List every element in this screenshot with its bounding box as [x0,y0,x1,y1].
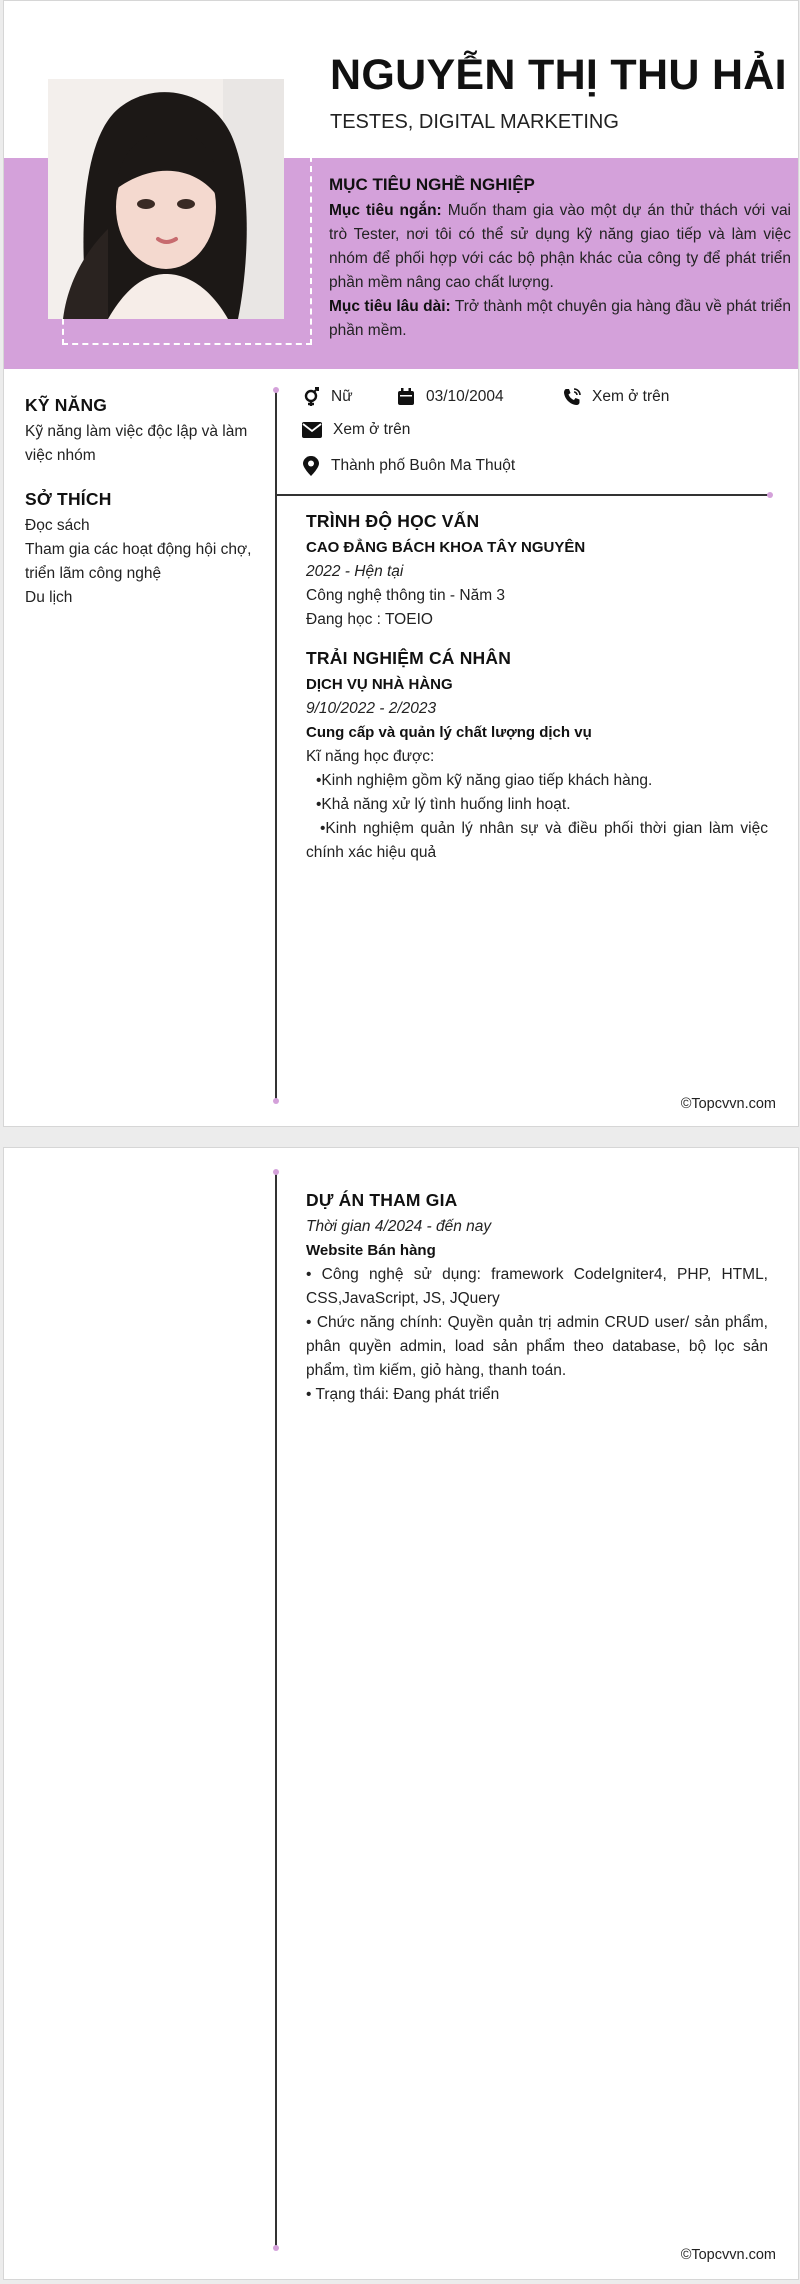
footer-brand: ©Topcvvn.com [680,1096,776,1112]
job-title: TESTES, DIGITAL MARKETING [330,111,619,133]
objective-short-label: Mục tiêu ngắn: [329,202,442,219]
objective-title: MỤC TIÊU NGHỀ NGHIỆP [329,175,535,194]
timeline-dot-bottom [273,1098,279,1104]
timeline-dot-bottom [273,2245,279,2251]
experience-title: TRẢI NGHIỆM CÁ NHÂN [306,648,512,668]
hobby-item: Du lịch [25,589,73,606]
right-column [306,509,768,879]
projects-title: DỰ ÁN THAM GIA [306,1190,458,1210]
cv-page-2 [3,1147,799,2280]
project-line: • Công nghệ sử dụng: framework CodeIgniter4, PHP, HTML, CSS,JavaScript, JS, JQuery [306,1266,768,1307]
project-name: Website Bán hàng [306,1242,436,1259]
experience-company: DỊCH VỤ NHÀ HÀNG [306,676,453,693]
timeline-dot-top [273,1169,279,1175]
project-period: Thời gian 4/2024 - đến nay [306,1218,492,1235]
experience-role: Cung cấp và quản lý chất lượng dịch vụ [306,724,592,741]
phone-value: Xem ở trên [592,388,670,405]
contact-birthday [396,387,504,407]
birthday-value: 03/10/2004 [426,388,504,405]
objective-long-text: Trở thành một chuyên gia hàng đầu về phát triển phần mềm. [329,298,791,339]
contact-gender [301,387,353,407]
phone-icon [562,387,582,407]
profile-photo [48,79,284,319]
objective-section [329,173,791,343]
gender-icon [301,387,321,407]
experience-point: •Kinh nghiệm gồm kỹ năng giao tiếp khách hàng. [316,772,653,789]
objective-short-text: Muốn tham gia vào một dự án thử thách với vai trò Tester, nơi tôi có thể sử dụng kỹ năng giao tiếp và làm việc nhóm để phối hợp với các bộ phận khác của công ty để phát triển phần mềm nâng cao chất lượng. [329,202,792,291]
profile-photo-illustration [48,79,284,319]
experience-point: •Kinh nghiệm quản lý nhân sự và điều phối thời gian làm việc chính xác hiệu quả [306,820,768,861]
objective-long [329,295,791,343]
timeline-vertical-line [275,390,277,1101]
hobbies-section [25,487,275,610]
experience-period: 9/10/2022 - 2/2023 [306,700,437,717]
divider-dot [767,492,773,498]
experience-learned-label: Kĩ năng học được: [306,748,435,765]
education-section [306,509,768,632]
experience-point: •Khả năng xử lý tình huống linh hoạt. [316,796,571,813]
education-period: 2022 - Hện tại [306,563,404,580]
project-line: • Trạng thái: Đang phát triển [306,1386,500,1403]
education-studying: Đang học : TOEIO [306,611,433,628]
candidate-name: NGUYỄN THỊ THU HẢI [330,51,787,99]
gender-value: Nữ [331,388,353,405]
location-icon [301,455,321,477]
experience-section [306,646,768,865]
education-title: TRÌNH ĐỘ HỌC VẤN [306,511,480,531]
education-major: Công nghệ thông tin - Năm 3 [306,587,506,604]
hobby-item: Tham gia các hoạt động hội chợ, triển lãm công nghệ [25,541,252,582]
objective-short [329,199,791,295]
project-line: • Chức năng chính: Quyền quản trị admin CRUD user/ sản phẩm, phân quyền admin, load sản phẩm theo database, bộ lọc sản phẩm, tìm kiếm, giỏ hàng, thanh toán. [306,1314,768,1379]
contact-phone [562,387,669,407]
calendar-icon [396,387,416,407]
footer-brand: ©Topcvvn.com [680,2247,776,2263]
timeline-vertical-line [275,1172,277,2248]
education-school: CAO ĐẲNG BÁCH KHOA TÂY NGUYÊN [306,539,586,556]
contact-email [301,421,410,439]
projects-section [306,1188,768,1407]
cv-page-1 [3,0,799,1127]
skills-section [25,393,275,468]
contact-divider [275,494,772,496]
objective-long-label: Mục tiêu lâu dài: [329,298,451,315]
address-value: Thành phố Buôn Ma Thuột [331,457,516,474]
email-value: Xem ở trên [333,421,411,438]
hobby-item: Đọc sách [25,517,90,534]
contact-address [301,455,515,477]
hobbies-title: SỞ THÍCH [25,489,112,509]
timeline-dot-top [273,387,279,393]
email-icon [301,421,323,439]
skill-item: Kỹ năng làm việc độc lập và làm việc nhóm [25,423,248,464]
skills-title: KỸ NĂNG [25,395,108,415]
